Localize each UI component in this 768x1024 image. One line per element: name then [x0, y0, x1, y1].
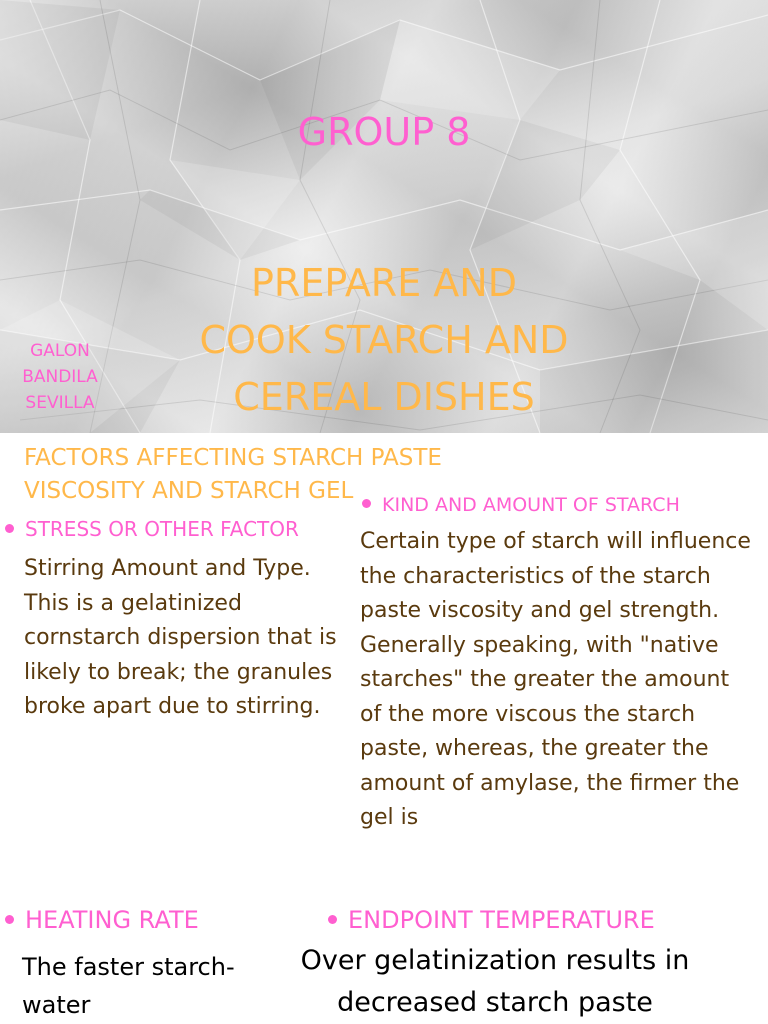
main-title	[150, 255, 618, 426]
bullet-heading-endpoint	[328, 906, 655, 934]
bullet-heading-stress	[5, 517, 299, 541]
bullet-heading-label: KIND AND AMOUNT OF STARCH	[382, 494, 680, 516]
bullet-dot-icon	[5, 524, 14, 533]
bullet-heading-label: STRESS OR OTHER FACTOR	[25, 517, 299, 541]
title-banner	[0, 0, 768, 433]
author-name: GALON	[30, 341, 90, 361]
bullet-heading-label: HEATING RATE	[25, 906, 199, 934]
kind-body-text: Certain type of starch will influence the characteristics of the starch paste viscosity and gel strength. Generally speaking, with "native starches" the greater the amount of the more viscous the starch paste, whereas, the greater the amount of amylase, the firmer the gel is	[360, 529, 751, 830]
bullet-heading-label: ENDPOINT TEMPERATURE	[348, 906, 655, 934]
main-title-line: COOK STARCH AND	[199, 318, 569, 362]
main-title-line: CEREAL DISHES	[233, 375, 535, 419]
group-title: GROUP 8	[297, 110, 471, 154]
section-title: FACTORS AFFECTING STARCH PASTE VISCOSITY AND STARCH GEL	[24, 445, 442, 504]
author-name: BANDILA	[22, 367, 98, 387]
bullet-dot-icon	[5, 915, 14, 924]
heating-body-text: The faster starch-water	[22, 953, 235, 1019]
bullet-heading-heating	[5, 906, 199, 934]
endpoint-body-text: Over gelatinization results in decreased starch paste	[300, 945, 690, 1018]
bullet-dot-icon	[362, 499, 371, 508]
bullet-heading-kind	[362, 494, 680, 516]
author-name: SEVILLA	[25, 393, 95, 413]
main-title-line: PREPARE AND	[251, 261, 517, 305]
author-list	[10, 338, 110, 416]
bullet-dot-icon	[328, 915, 337, 924]
stress-body-text: Stirring Amount and Type. This is a gelatinized cornstarch dispersion that is likely to break; the granules broke apart due to stirring.	[24, 556, 337, 719]
